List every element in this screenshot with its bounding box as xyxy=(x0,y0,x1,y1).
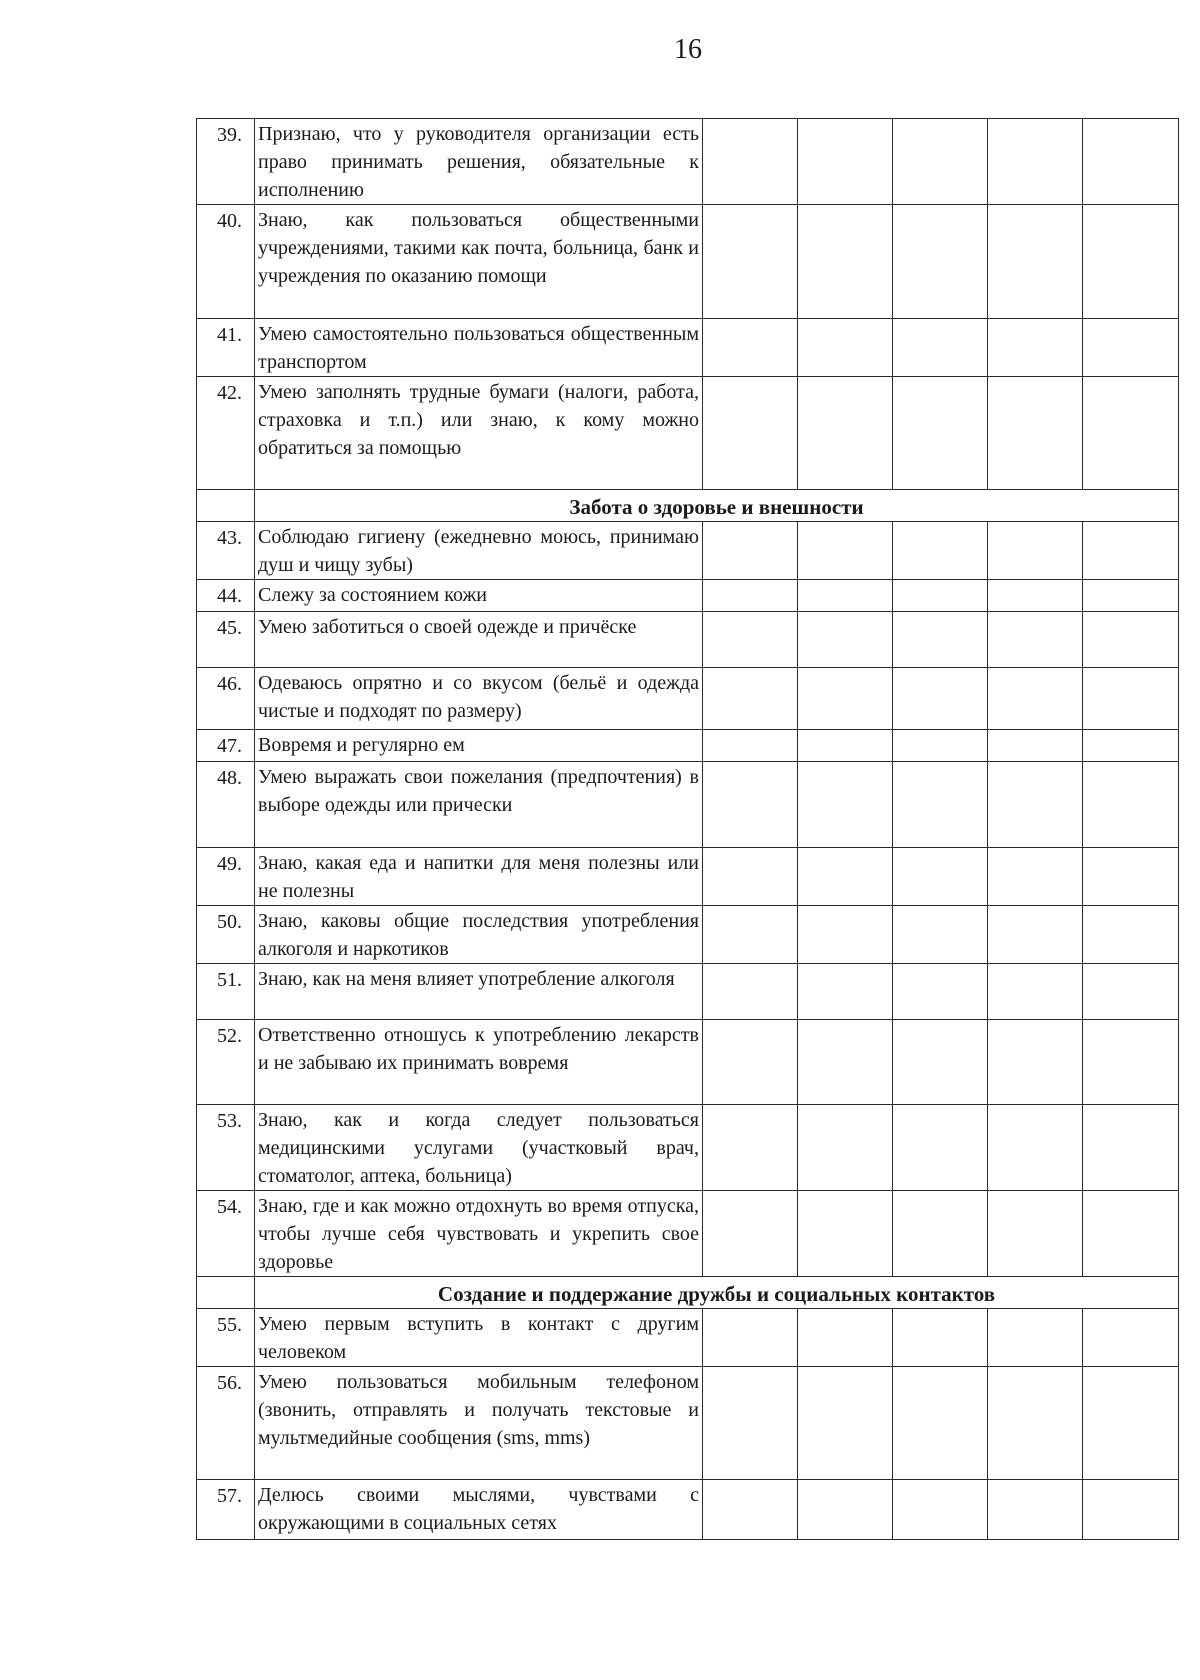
answer-cell-5[interactable] xyxy=(1083,1309,1179,1367)
answer-cell-3[interactable] xyxy=(893,1367,988,1480)
question-text: Умею первым вступить в контакт с другим человеком xyxy=(255,1309,703,1367)
question-row xyxy=(197,848,1179,906)
answer-cell-2[interactable] xyxy=(798,1105,893,1191)
answer-cell-1[interactable] xyxy=(703,1480,798,1540)
question-text: Знаю, каковы общие последствия употребления алкоголя и наркотиков xyxy=(255,906,703,964)
question-number: 44. xyxy=(197,580,255,612)
question-row xyxy=(197,964,1179,1020)
question-row xyxy=(197,612,1179,668)
answer-cell-2[interactable] xyxy=(798,119,893,205)
section-number-cell xyxy=(197,1277,255,1309)
answer-cell-4[interactable] xyxy=(988,730,1083,762)
question-text: Умею выражать свои пожелания (предпочтения) в выборе одежды или прически xyxy=(255,762,703,848)
question-text: Знаю, какая еда и напитки для меня полезны или не полезны xyxy=(255,848,703,906)
answer-cell-4[interactable] xyxy=(988,906,1083,964)
answer-cell-1[interactable] xyxy=(703,906,798,964)
answer-cell-4[interactable] xyxy=(988,668,1083,730)
answer-cell-5[interactable] xyxy=(1083,906,1179,964)
answer-cell-3[interactable] xyxy=(893,580,988,612)
answer-cell-4[interactable] xyxy=(988,1191,1083,1277)
answer-cell-3[interactable] xyxy=(893,1105,988,1191)
answer-cell-1[interactable] xyxy=(703,762,798,848)
answer-cell-4[interactable] xyxy=(988,1105,1083,1191)
answer-cell-4[interactable] xyxy=(988,612,1083,668)
answer-cell-1[interactable] xyxy=(703,668,798,730)
question-text: Знаю, где и как можно отдохнуть во время отпуска, чтобы лучше себя чувствовать и укрепить свое здоровье xyxy=(255,1191,703,1277)
answer-cell-2[interactable] xyxy=(798,668,893,730)
answer-cell-5[interactable] xyxy=(1083,1020,1179,1105)
answer-cell-2[interactable] xyxy=(798,377,893,490)
question-row xyxy=(197,1480,1179,1540)
answer-cell-5[interactable] xyxy=(1083,848,1179,906)
answer-cell-1[interactable] xyxy=(703,1020,798,1105)
answer-cell-1[interactable] xyxy=(703,612,798,668)
answer-cell-4[interactable] xyxy=(988,1309,1083,1367)
answer-cell-5[interactable] xyxy=(1083,1480,1179,1540)
answer-cell-1[interactable] xyxy=(703,1309,798,1367)
question-number: 45. xyxy=(197,612,255,668)
answer-cell-4[interactable] xyxy=(988,119,1083,205)
answer-cell-3[interactable] xyxy=(893,612,988,668)
question-number: 40. xyxy=(197,205,255,319)
answer-cell-2[interactable] xyxy=(798,580,893,612)
answer-cell-3[interactable] xyxy=(893,906,988,964)
question-number: 51. xyxy=(197,964,255,1020)
question-number: 56. xyxy=(197,1367,255,1480)
answer-cell-2[interactable] xyxy=(798,964,893,1020)
answer-cell-1[interactable] xyxy=(703,522,798,580)
question-row xyxy=(197,580,1179,612)
answer-cell-3[interactable] xyxy=(893,1309,988,1367)
answer-cell-3[interactable] xyxy=(893,964,988,1020)
answer-cell-4[interactable] xyxy=(988,964,1083,1020)
question-row xyxy=(197,1191,1179,1277)
question-row xyxy=(197,668,1179,730)
answer-cell-4[interactable] xyxy=(988,1367,1083,1480)
question-row xyxy=(197,1367,1179,1480)
answer-cell-2[interactable] xyxy=(798,205,893,319)
answer-cell-5[interactable] xyxy=(1083,668,1179,730)
answer-cell-5[interactable] xyxy=(1083,612,1179,668)
answer-cell-2[interactable] xyxy=(798,1020,893,1105)
answer-cell-4[interactable] xyxy=(988,580,1083,612)
question-row xyxy=(197,205,1179,319)
answer-cell-5[interactable] xyxy=(1083,1105,1179,1191)
section-header-row xyxy=(197,1277,1179,1309)
section-header-row xyxy=(197,490,1179,522)
answer-cell-3[interactable] xyxy=(893,762,988,848)
answer-cell-2[interactable] xyxy=(798,1480,893,1540)
question-text: Ответственно отношусь к употреблению лекарств и не забываю их принимать вовремя xyxy=(255,1020,703,1105)
question-number: 53. xyxy=(197,1105,255,1191)
answer-cell-4[interactable] xyxy=(988,205,1083,319)
question-number: 49. xyxy=(197,848,255,906)
question-text: Знаю, как пользоваться общественными учреждениями, такими как почта, больница, банк и учреждения по оказанию помощи xyxy=(255,205,703,319)
answer-cell-5[interactable] xyxy=(1083,1367,1179,1480)
questionnaire-table xyxy=(196,118,1179,1540)
answer-cell-3[interactable] xyxy=(893,730,988,762)
answer-cell-3[interactable] xyxy=(893,1480,988,1540)
answer-cell-2[interactable] xyxy=(798,319,893,377)
question-row xyxy=(197,1309,1179,1367)
answer-cell-2[interactable] xyxy=(798,1367,893,1480)
answer-cell-2[interactable] xyxy=(798,762,893,848)
question-number: 43. xyxy=(197,522,255,580)
question-number: 50. xyxy=(197,906,255,964)
answer-cell-4[interactable] xyxy=(988,319,1083,377)
answer-cell-5[interactable] xyxy=(1083,377,1179,490)
answer-cell-5[interactable] xyxy=(1083,205,1179,319)
answer-cell-1[interactable] xyxy=(703,964,798,1020)
question-number: 54. xyxy=(197,1191,255,1277)
answer-cell-3[interactable] xyxy=(893,668,988,730)
answer-cell-5[interactable] xyxy=(1083,319,1179,377)
answer-cell-3[interactable] xyxy=(893,522,988,580)
answer-cell-5[interactable] xyxy=(1083,964,1179,1020)
answer-cell-2[interactable] xyxy=(798,906,893,964)
question-row xyxy=(197,377,1179,490)
answer-cell-5[interactable] xyxy=(1083,119,1179,205)
answer-cell-1[interactable] xyxy=(703,1105,798,1191)
answer-cell-4[interactable] xyxy=(988,1480,1083,1540)
section-title: Забота о здоровье и внешности xyxy=(255,490,1179,522)
question-row xyxy=(197,1020,1179,1105)
answer-cell-3[interactable] xyxy=(893,205,988,319)
question-row xyxy=(197,319,1179,377)
answer-cell-2[interactable] xyxy=(798,522,893,580)
answer-cell-2[interactable] xyxy=(798,730,893,762)
answer-cell-2[interactable] xyxy=(798,1309,893,1367)
answer-cell-3[interactable] xyxy=(893,377,988,490)
answer-cell-3[interactable] xyxy=(893,848,988,906)
answer-cell-3[interactable] xyxy=(893,319,988,377)
answer-cell-5[interactable] xyxy=(1083,522,1179,580)
answer-cell-1[interactable] xyxy=(703,580,798,612)
answer-cell-5[interactable] xyxy=(1083,1191,1179,1277)
question-text: Соблюдаю гигиену (ежедневно моюсь, принимаю душ и чищу зубы) xyxy=(255,522,703,580)
answer-cell-5[interactable] xyxy=(1083,580,1179,612)
page-number: 16 xyxy=(674,34,702,65)
question-number: 48. xyxy=(197,762,255,848)
question-text: Умею заполнять трудные бумаги (налоги, работа, страховка и т.п.) или знаю, к кому можно обратиться за помощью xyxy=(255,377,703,490)
question-row xyxy=(197,1105,1179,1191)
question-row xyxy=(197,762,1179,848)
answer-cell-3[interactable] xyxy=(893,119,988,205)
answer-cell-1[interactable] xyxy=(703,205,798,319)
section-number-cell xyxy=(197,490,255,522)
question-number: 46. xyxy=(197,668,255,730)
question-text: Признаю, что у руководителя организации есть право принимать решения, обязательные к исполнению xyxy=(255,119,703,205)
answer-cell-3[interactable] xyxy=(893,1020,988,1105)
question-text: Умею пользоваться мобильным телефоном (звонить, отправлять и получать текстовые и мультмедийные сообщения (sms, mms) xyxy=(255,1367,703,1480)
answer-cell-2[interactable] xyxy=(798,612,893,668)
answer-cell-5[interactable] xyxy=(1083,730,1179,762)
question-text: Делюсь своими мыслями, чувствами с окружающими в социальных сетях xyxy=(255,1480,703,1540)
answer-cell-2[interactable] xyxy=(798,1191,893,1277)
question-text: Умею самостоятельно пользоваться общественным транспортом xyxy=(255,319,703,377)
question-text: Слежу за состоянием кожи xyxy=(255,580,703,612)
question-number: 42. xyxy=(197,377,255,490)
answer-cell-4[interactable] xyxy=(988,762,1083,848)
answer-cell-1[interactable] xyxy=(703,1191,798,1277)
answer-cell-3[interactable] xyxy=(893,1191,988,1277)
question-row xyxy=(197,906,1179,964)
answer-cell-4[interactable] xyxy=(988,1020,1083,1105)
question-row xyxy=(197,730,1179,762)
question-text: Умею заботиться о своей одежде и причёске xyxy=(255,612,703,668)
answer-cell-4[interactable] xyxy=(988,377,1083,490)
question-number: 47. xyxy=(197,730,255,762)
question-text: Одеваюсь опрятно и со вкусом (бельё и одежда чистые и подходят по размеру) xyxy=(255,668,703,730)
question-row xyxy=(197,522,1179,580)
answer-cell-2[interactable] xyxy=(798,848,893,906)
question-text: Знаю, как и когда следует пользоваться медицинскими услугами (участковый врач, стоматолог, аптека, больница) xyxy=(255,1105,703,1191)
question-number: 55. xyxy=(197,1309,255,1367)
answer-cell-1[interactable] xyxy=(703,848,798,906)
section-title: Создание и поддержание дружбы и социальных контактов xyxy=(255,1277,1179,1309)
question-number: 57. xyxy=(197,1480,255,1540)
answer-cell-4[interactable] xyxy=(988,522,1083,580)
question-text: Вовремя и регулярно ем xyxy=(255,730,703,762)
question-number: 41. xyxy=(197,319,255,377)
answer-cell-1[interactable] xyxy=(703,319,798,377)
answer-cell-1[interactable] xyxy=(703,119,798,205)
question-row xyxy=(197,119,1179,205)
question-text: Знаю, как на меня влияет употребление алкоголя xyxy=(255,964,703,1020)
answer-cell-1[interactable] xyxy=(703,1367,798,1480)
answer-cell-4[interactable] xyxy=(988,848,1083,906)
answer-cell-1[interactable] xyxy=(703,377,798,490)
question-number: 52. xyxy=(197,1020,255,1105)
question-number: 39. xyxy=(197,119,255,205)
answer-cell-5[interactable] xyxy=(1083,762,1179,848)
answer-cell-1[interactable] xyxy=(703,730,798,762)
